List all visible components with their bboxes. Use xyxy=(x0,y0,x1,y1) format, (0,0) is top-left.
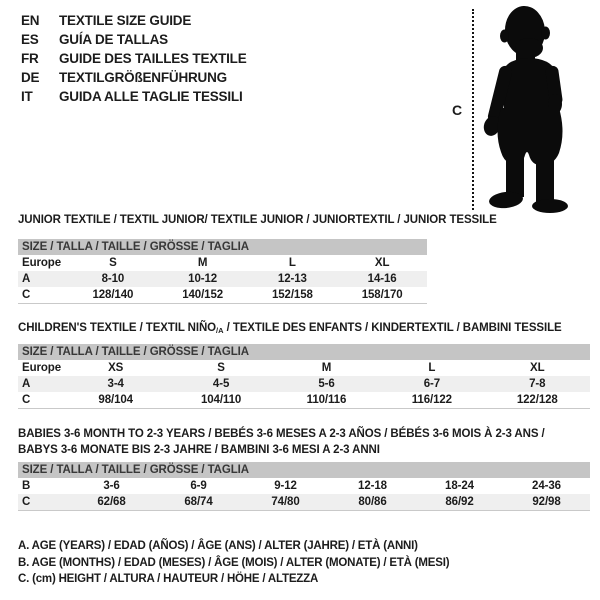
language-row xyxy=(21,68,247,87)
babies-section-title xyxy=(18,426,578,458)
babies-title-line2: BABYS 3-6 MONATE BIS 2-3 JAHRE / BAMBINI 3-6 MESI A 2-3 ANNI xyxy=(18,444,380,456)
footnote-b: B. AGE (MONTHS) / EDAD (MESES) / ÂGE (MOIS) / ALTER (MONATE) / ETÀ (MESI) xyxy=(18,556,450,569)
footnote-a: A. AGE (YEARS) / EDAD (AÑOS) / ÂGE (ANS) / ALTER (JAHRE) / ETÀ (ANNI) xyxy=(18,540,418,552)
cell: L xyxy=(428,362,436,374)
cell: 12-18 xyxy=(358,480,387,492)
height-measure-label: C xyxy=(452,102,462,118)
cell: 140/152 xyxy=(182,289,224,301)
cell: 10-12 xyxy=(158,271,248,287)
cell: 152/158 xyxy=(271,289,313,301)
cell: 3-4 xyxy=(63,376,168,392)
cell: 7-8 xyxy=(485,376,590,392)
cell: XL xyxy=(374,257,390,269)
size-header: SIZE / TALLA / TAILLE / GRÖSSE / TAGLIA xyxy=(18,462,590,478)
cell: S xyxy=(217,362,225,374)
height-measure-dotted-line xyxy=(472,9,474,210)
language-label: GUÍA DE TALLAS xyxy=(59,32,168,47)
cell: 92/98 xyxy=(503,494,590,511)
cell: M xyxy=(321,362,332,374)
footnotes xyxy=(18,538,449,588)
cell: XS xyxy=(108,362,124,374)
baby-silhouette-icon xyxy=(479,4,599,214)
language-row xyxy=(21,11,247,30)
cell: XL xyxy=(530,362,545,374)
cell: 18-24 xyxy=(445,480,474,492)
children-section-title xyxy=(18,320,562,339)
language-label: GUIDA ALLE TAGLIE TESSILI xyxy=(59,89,243,104)
size-header-row xyxy=(18,344,590,360)
cell: 6-7 xyxy=(379,376,484,392)
children-title-pre: CHILDREN'S TEXTILE / TEXTIL NIÑO xyxy=(18,322,217,334)
row-label: Europe xyxy=(22,362,62,374)
table-row-height xyxy=(18,494,590,511)
table-row-age xyxy=(18,271,427,287)
row-label: A xyxy=(18,376,63,392)
cell: 9-12 xyxy=(274,480,297,492)
size-header: SIZE / TALLA / TAILLE / GRÖSSE / TAGLIA xyxy=(18,344,590,360)
language-list xyxy=(21,11,247,106)
cell: 12-13 xyxy=(248,271,338,287)
children-title-subscript: /A xyxy=(216,326,224,335)
cell: 110/116 xyxy=(306,394,347,406)
babies-title-line1: BABIES 3-6 MONTH TO 2-3 YEARS / BEBÉS 3-6 MESES A 2-3 AÑOS / BÉBÉS 3-6 MOIS À 2-3 ANS / xyxy=(18,428,545,440)
cell: 128/140 xyxy=(92,289,134,301)
language-row xyxy=(21,87,247,106)
language-row xyxy=(21,49,247,68)
cell: M xyxy=(197,257,208,269)
row-label: Europe xyxy=(22,257,62,269)
language-label: TEXTILE SIZE GUIDE xyxy=(59,13,192,28)
cell: 86/92 xyxy=(416,494,503,511)
language-row xyxy=(21,30,247,49)
table-row-europe xyxy=(18,255,427,271)
cell: 8-10 xyxy=(68,271,158,287)
row-label: C xyxy=(22,289,31,301)
babies-size-table xyxy=(18,462,590,511)
junior-size-table xyxy=(18,239,427,304)
cell: 98/104 xyxy=(98,394,133,406)
footnote-c: C. (cm) HEIGHT / ALTURA / HAUTEUR / HÖHE / ALTEZZA xyxy=(18,573,319,585)
table-row-months xyxy=(18,478,590,494)
cell: 104/110 xyxy=(200,394,242,406)
cell: 158/170 xyxy=(361,289,403,301)
row-label: A xyxy=(18,271,68,287)
row-label: C xyxy=(18,494,68,511)
size-header-row xyxy=(18,239,427,255)
cell: 80/86 xyxy=(329,494,416,511)
junior-section-title: JUNIOR TEXTILE / TEXTIL JUNIOR/ TEXTILE JUNIOR / JUNIORTEXTIL / JUNIOR TESSILE xyxy=(18,214,497,226)
table-row-height xyxy=(18,392,590,409)
children-title-post: / TEXTILE DES ENFANTS / KINDERTEXTIL / BAMBINI TESSILE xyxy=(223,322,562,334)
table-row-height xyxy=(18,287,427,304)
row-label: C xyxy=(22,394,31,406)
row-label: B xyxy=(22,480,31,492)
cell: 3-6 xyxy=(103,480,120,492)
cell: L xyxy=(288,257,296,269)
cell: 6-9 xyxy=(190,480,207,492)
size-header-row xyxy=(18,462,590,478)
size-header: SIZE / TALLA / TAILLE / GRÖSSE / TAGLIA xyxy=(18,239,427,255)
cell: 62/68 xyxy=(68,494,155,511)
language-code: EN xyxy=(21,13,40,28)
cell: 5-6 xyxy=(274,376,379,392)
table-row-europe xyxy=(18,360,590,376)
language-code: IT xyxy=(21,89,33,104)
cell: 68/74 xyxy=(155,494,242,511)
cell: 74/80 xyxy=(242,494,329,511)
language-code: FR xyxy=(21,51,39,66)
cell: 24-36 xyxy=(532,480,561,492)
language-label: GUIDE DES TAILLES TEXTILE xyxy=(59,51,247,66)
table-row-age xyxy=(18,376,590,392)
language-code: DE xyxy=(21,70,40,85)
cell: 4-5 xyxy=(168,376,273,392)
language-label: TEXTILGRÖßENFÜHRUNG xyxy=(59,70,227,85)
children-size-table xyxy=(18,344,590,409)
cell: 14-16 xyxy=(337,271,427,287)
cell: 116/122 xyxy=(411,394,452,406)
cell: 122/128 xyxy=(516,394,558,406)
language-code: ES xyxy=(21,32,39,47)
cell: S xyxy=(109,257,117,269)
